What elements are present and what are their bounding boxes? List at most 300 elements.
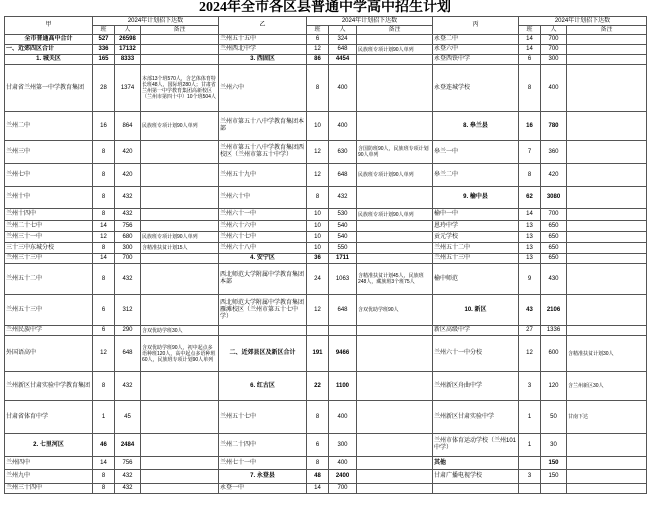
note-cell <box>141 484 219 494</box>
school-name-cell: 兰州七中 <box>5 164 93 187</box>
table-row <box>5 164 647 187</box>
table-row <box>5 55 647 65</box>
school-name-cell: 榆中师范 <box>433 264 519 295</box>
table-row <box>5 457 647 470</box>
school-name-cell: 兰州五十二中 <box>433 243 519 254</box>
student-count-cell: 700 <box>115 254 141 264</box>
school-name-cell <box>433 484 519 494</box>
student-count-cell: 4454 <box>329 55 357 65</box>
note-cell: 本部13个班570人，含艺体体育特长班48人，国际班280人；甘肃省兰州第一中学教育集团高新校区（兰州市第四十中）10个班504人 <box>141 65 219 112</box>
student-count-cell: 650 <box>541 232 567 243</box>
note-cell <box>141 457 219 470</box>
student-count-cell: 432 <box>115 264 141 295</box>
student-count-cell: 648 <box>329 164 357 187</box>
student-count-cell: 9466 <box>329 336 357 372</box>
note-cell <box>141 141 219 164</box>
class-count-cell: 8 <box>307 65 329 112</box>
plan-header-a: 2024年计划招下达数 <box>93 17 219 26</box>
class-count-cell <box>519 457 541 470</box>
student-count-cell: 756 <box>115 457 141 470</box>
student-count-cell: 432 <box>115 484 141 494</box>
note-cell <box>567 164 647 187</box>
student-count-cell: 756 <box>115 221 141 232</box>
class-count-cell: 62 <box>519 187 541 209</box>
school-name-cell: 兰州五十三中 <box>5 295 93 326</box>
student-count-cell: 648 <box>115 336 141 372</box>
school-name-cell: 8. 皋兰县 <box>433 112 519 141</box>
class-count-cell: 13 <box>519 221 541 232</box>
school-name-cell: 兰州六十七中 <box>219 232 307 243</box>
school-name-cell: 兰州二十四中 <box>219 434 307 457</box>
table-row <box>5 434 647 457</box>
note-cell <box>567 457 647 470</box>
school-name-cell: 兰州十中 <box>5 187 93 209</box>
note-cell <box>567 470 647 484</box>
table-row <box>5 326 647 336</box>
note-cell <box>567 264 647 295</box>
class-count-cell: 6 <box>307 35 329 45</box>
table-row <box>5 295 647 326</box>
class-count-cell: 1 <box>93 401 115 434</box>
col-people-a: 人 <box>115 26 141 35</box>
col-class-b: 班 <box>307 26 329 35</box>
school-name-cell: 外国语高中 <box>5 336 93 372</box>
student-count-cell: 700 <box>541 209 567 221</box>
school-name-cell: 一、近郊四区合计 <box>5 45 93 55</box>
school-name-cell <box>219 326 307 336</box>
student-count-cell: 360 <box>541 141 567 164</box>
school-name-cell: 兰州三中 <box>5 141 93 164</box>
school-name-cell: 兰州五十七中 <box>219 401 307 434</box>
student-count-cell: 26598 <box>115 35 141 45</box>
class-count-cell: 6 <box>93 295 115 326</box>
note-cell <box>357 243 433 254</box>
student-count-cell: 312 <box>115 295 141 326</box>
student-count-cell: 680 <box>115 232 141 243</box>
school-name-cell: 兰州六十一中分校 <box>433 336 519 372</box>
table-row <box>5 65 647 112</box>
student-count-cell: 650 <box>541 221 567 232</box>
class-count-cell: 8 <box>307 457 329 470</box>
school-name-cell: 二、近郊县区及新区合计 <box>219 336 307 372</box>
note-cell <box>357 336 433 372</box>
class-count-cell: 10 <box>307 112 329 141</box>
note-cell: 含国防班90人，民族班专项计划90人单列 <box>357 141 433 164</box>
note-cell <box>357 187 433 209</box>
class-count-cell: 14 <box>93 254 115 264</box>
student-count-cell <box>329 326 357 336</box>
class-count-cell: 16 <box>93 112 115 141</box>
note-cell <box>567 254 647 264</box>
note-cell <box>567 35 647 45</box>
student-count-cell: 1063 <box>329 264 357 295</box>
class-count-cell: 8 <box>307 187 329 209</box>
note-cell <box>141 209 219 221</box>
school-name-cell: 兰州二中 <box>5 112 93 141</box>
class-count-cell: 8 <box>519 65 541 112</box>
note-cell <box>567 141 647 164</box>
note-cell <box>567 295 647 326</box>
student-count-cell: 430 <box>541 264 567 295</box>
note-cell <box>141 401 219 434</box>
class-count-cell: 9 <box>519 264 541 295</box>
table-row <box>5 112 647 141</box>
class-count-cell: 3 <box>519 372 541 401</box>
class-count-cell: 14 <box>307 484 329 494</box>
student-count-cell: 650 <box>541 254 567 264</box>
student-count-cell: 1711 <box>329 254 357 264</box>
school-name-cell: 兰州新区甘肃实验中学 <box>433 401 519 434</box>
table-body <box>5 35 647 494</box>
student-count-cell: 432 <box>115 187 141 209</box>
group-a-header: 甲 <box>5 17 93 35</box>
table-row <box>5 336 647 372</box>
note-cell <box>567 65 647 112</box>
table-row <box>5 484 647 494</box>
class-count-cell: 14 <box>93 221 115 232</box>
school-name-cell: 兰州三十四中 <box>5 484 93 494</box>
student-count-cell: 432 <box>329 187 357 209</box>
school-name-cell: 新区高级中学 <box>433 326 519 336</box>
student-count-cell: 8333 <box>115 55 141 65</box>
class-count-cell: 8 <box>93 372 115 401</box>
school-name-cell: 7. 永登县 <box>219 470 307 484</box>
note-cell <box>141 164 219 187</box>
col-note-b: 备注 <box>357 26 433 35</box>
note-cell <box>357 55 433 65</box>
class-count-cell: 1 <box>519 434 541 457</box>
school-name-cell: 兰州市第五十八中学教育集团本部 <box>219 112 307 141</box>
class-count-cell: 36 <box>307 254 329 264</box>
note-cell: 含精准扶贫计划45人，民族班248人，藏族班3个班75人 <box>357 264 433 295</box>
school-name-cell: 永登二中 <box>433 35 519 45</box>
school-name-cell: 兰州市第五十八中学教育集团西校区（兰州市第五十中学） <box>219 141 307 164</box>
note-cell <box>141 254 219 264</box>
school-name-cell: 兰州四中 <box>5 457 93 470</box>
class-count-cell: 7 <box>519 141 541 164</box>
note-cell <box>357 484 433 494</box>
note-cell: 民族班专项计划90人单列 <box>357 164 433 187</box>
table-row <box>5 401 647 434</box>
school-name-cell: 贡元学校 <box>433 232 519 243</box>
class-count-cell: 12 <box>307 141 329 164</box>
school-name-cell: 西北师范大学附属中学教育集团本部 <box>219 264 307 295</box>
student-count-cell: 150 <box>541 470 567 484</box>
school-name-cell: 兰州新区舟曲中学 <box>433 372 519 401</box>
class-count-cell: 6 <box>93 326 115 336</box>
student-count-cell: 648 <box>329 295 357 326</box>
class-count-cell: 10 <box>307 221 329 232</box>
school-name-cell: 皋兰二中 <box>433 164 519 187</box>
student-count-cell: 1336 <box>541 326 567 336</box>
table-row <box>5 187 647 209</box>
note-cell <box>141 470 219 484</box>
student-count-cell: 300 <box>541 55 567 65</box>
class-count-cell: 8 <box>93 164 115 187</box>
class-count-cell: 8 <box>93 484 115 494</box>
school-name-cell: 兰州新区甘肃实验中学教育集团 <box>5 372 93 401</box>
table-row <box>5 264 647 295</box>
note-cell <box>357 434 433 457</box>
note-cell <box>357 457 433 470</box>
note-cell <box>567 326 647 336</box>
student-count-cell: 648 <box>329 45 357 55</box>
school-name-cell: 1. 城关区 <box>5 55 93 65</box>
school-name-cell: 兰州西北中学 <box>219 45 307 55</box>
note-cell <box>567 221 647 232</box>
school-name-cell: 永登西铁中学 <box>433 55 519 65</box>
class-count-cell: 8 <box>93 243 115 254</box>
class-count-cell: 191 <box>307 336 329 372</box>
note-cell: 民族班专项计划90人单列 <box>141 232 219 243</box>
school-name-cell: 兰州二十七中 <box>5 221 93 232</box>
class-count-cell: 8 <box>519 164 541 187</box>
note-cell: 民族班专项计划90人单列 <box>357 209 433 221</box>
school-name-cell: 榆中一中 <box>433 209 519 221</box>
school-name-cell: 10. 新区 <box>433 295 519 326</box>
note-cell <box>567 209 647 221</box>
table-row <box>5 372 647 401</box>
student-count-cell: 2400 <box>329 470 357 484</box>
col-people-b: 人 <box>329 26 357 35</box>
student-count-cell: 400 <box>329 65 357 112</box>
note-cell: 含双优助学班90人，初中起点多语种班120人，高中起点多语种班60人，民族班专项计划90人单列 <box>141 336 219 372</box>
student-count-cell: 540 <box>329 232 357 243</box>
school-name-cell: 永登连城学校 <box>433 65 519 112</box>
school-name-cell: 永登一中 <box>219 484 307 494</box>
note-cell <box>141 372 219 401</box>
col-class-a: 班 <box>93 26 115 35</box>
group-c-header: 丙 <box>433 17 519 35</box>
student-count-cell: 780 <box>541 112 567 141</box>
note-cell <box>357 35 433 45</box>
note-cell <box>567 232 647 243</box>
table-row <box>5 254 647 264</box>
school-name-cell: 兰州五十二中 <box>5 264 93 295</box>
school-name-cell: 兰州六十中 <box>219 187 307 209</box>
note-cell <box>141 221 219 232</box>
student-count-cell: 650 <box>541 243 567 254</box>
note-cell <box>567 112 647 141</box>
note-cell <box>567 434 647 457</box>
student-count-cell: 700 <box>329 484 357 494</box>
school-name-cell: 兰州三十一中 <box>5 232 93 243</box>
class-count-cell: 12 <box>93 336 115 372</box>
school-name-cell: 甘肃省体育中学 <box>5 401 93 434</box>
class-count-cell: 14 <box>93 457 115 470</box>
school-name-cell: 皋兰一中 <box>433 141 519 164</box>
note-cell <box>357 221 433 232</box>
page-title: 2024年全市各区县普通中学高中招生计划 <box>199 0 451 15</box>
class-count-cell: 13 <box>519 243 541 254</box>
class-count-cell: 14 <box>519 45 541 55</box>
student-count-cell: 324 <box>329 35 357 45</box>
note-cell <box>567 45 647 55</box>
note-cell <box>141 264 219 295</box>
class-count-cell: 43 <box>519 295 541 326</box>
school-name-cell: 兰州民族中学 <box>5 326 93 336</box>
note-cell <box>141 45 219 55</box>
class-count-cell: 6 <box>519 55 541 65</box>
class-count-cell: 8 <box>93 470 115 484</box>
note-cell <box>141 35 219 45</box>
class-count-cell: 8 <box>93 209 115 221</box>
student-count-cell: 1100 <box>329 372 357 401</box>
student-count-cell: 30 <box>541 434 567 457</box>
student-count-cell: 864 <box>115 112 141 141</box>
table-row <box>5 470 647 484</box>
note-cell <box>357 232 433 243</box>
note-cell: 含双优助学班90人 <box>357 295 433 326</box>
school-name-cell: 兰州五十三中 <box>433 254 519 264</box>
school-name-cell: 2. 七里河区 <box>5 434 93 457</box>
note-cell <box>567 187 647 209</box>
class-count-cell: 46 <box>93 434 115 457</box>
student-count-cell: 400 <box>541 65 567 112</box>
school-name-cell: 甘肃广播电视学校 <box>433 470 519 484</box>
note-cell <box>357 372 433 401</box>
note-cell <box>141 434 219 457</box>
student-count-cell: 700 <box>541 45 567 55</box>
note-cell: 含精准扶贫计划15人 <box>141 243 219 254</box>
class-count-cell: 28 <box>93 65 115 112</box>
student-count-cell: 290 <box>115 326 141 336</box>
class-count-cell: 16 <box>519 112 541 141</box>
class-count-cell: 14 <box>519 35 541 45</box>
table-row <box>5 141 647 164</box>
note-cell <box>357 401 433 434</box>
table-row <box>5 35 647 45</box>
class-count-cell: 6 <box>307 434 329 457</box>
table-row <box>5 221 647 232</box>
student-count-cell: 432 <box>115 209 141 221</box>
student-count-cell: 17132 <box>115 45 141 55</box>
note-cell: 甘南下达 <box>567 401 647 434</box>
class-count-cell: 3 <box>519 470 541 484</box>
note-cell <box>567 484 647 494</box>
student-count-cell: 540 <box>329 221 357 232</box>
note-cell <box>357 326 433 336</box>
class-count-cell: 527 <box>93 35 115 45</box>
class-count-cell: 48 <box>307 470 329 484</box>
class-count-cell: 336 <box>93 45 115 55</box>
class-count-cell: 86 <box>307 55 329 65</box>
school-name-cell: 6. 红古区 <box>219 372 307 401</box>
student-count-cell: 120 <box>541 372 567 401</box>
student-count-cell: 432 <box>115 372 141 401</box>
school-name-cell: 兰州七十一中 <box>219 457 307 470</box>
school-name-cell: 兰州六十一中 <box>219 209 307 221</box>
note-cell <box>357 65 433 112</box>
class-count-cell: 24 <box>307 264 329 295</box>
note-cell <box>141 55 219 65</box>
class-count-cell: 12 <box>307 295 329 326</box>
col-note-a: 备注 <box>141 26 219 35</box>
student-count-cell: 432 <box>115 470 141 484</box>
student-count-cell: 45 <box>115 401 141 434</box>
class-count-cell: 8 <box>93 187 115 209</box>
col-note-c: 备注 <box>567 26 647 35</box>
class-count-cell: 22 <box>307 372 329 401</box>
school-name-cell: 三十三中东城分校 <box>5 243 93 254</box>
plan-header-c: 2024年计划招下达数 <box>519 17 647 26</box>
note-cell <box>357 254 433 264</box>
class-count-cell: 13 <box>519 232 541 243</box>
class-count-cell: 12 <box>307 164 329 187</box>
student-count-cell: 420 <box>115 164 141 187</box>
class-count-cell: 10 <box>307 243 329 254</box>
table-row <box>5 209 647 221</box>
school-name-cell: 9. 榆中县 <box>433 187 519 209</box>
class-count-cell: 14 <box>519 209 541 221</box>
student-count-cell: 630 <box>329 141 357 164</box>
note-cell <box>357 112 433 141</box>
class-count-cell: 8 <box>93 264 115 295</box>
class-count-cell: 8 <box>93 141 115 164</box>
note-cell: 民族班专项计划90人单列 <box>141 112 219 141</box>
student-count-cell: 3080 <box>541 187 567 209</box>
school-name-cell: 兰州五十九中 <box>219 164 307 187</box>
student-count-cell: 530 <box>329 209 357 221</box>
student-count-cell: 150 <box>541 457 567 470</box>
class-count-cell: 13 <box>519 254 541 264</box>
enrollment-plan-table <box>4 16 647 494</box>
student-count-cell: 400 <box>329 112 357 141</box>
note-cell <box>567 243 647 254</box>
school-name-cell: 3. 西固区 <box>219 55 307 65</box>
school-name-cell: 全市普通高中合计 <box>5 35 93 45</box>
school-name-cell: 兰州六十六中 <box>219 221 307 232</box>
student-count-cell: 420 <box>541 164 567 187</box>
class-count-cell: 10 <box>307 209 329 221</box>
class-count-cell: 1 <box>519 401 541 434</box>
note-cell: 含兰州新区30人 <box>567 372 647 401</box>
class-count-cell: 10 <box>307 232 329 243</box>
note-cell <box>567 55 647 65</box>
class-count-cell: 165 <box>93 55 115 65</box>
note-cell <box>141 187 219 209</box>
school-name-cell: 恩玲中学 <box>433 221 519 232</box>
student-count-cell: 600 <box>541 336 567 372</box>
school-name-cell: 4. 安宁区 <box>219 254 307 264</box>
school-name-cell: 永登六中 <box>433 45 519 55</box>
school-name-cell: 兰州六十八中 <box>219 243 307 254</box>
class-count-cell <box>519 484 541 494</box>
plan-header-b: 2024年计划招下达数 <box>307 17 433 26</box>
student-count-cell: 2106 <box>541 295 567 326</box>
school-name-cell: 甘肃省兰州第一中学教育集团 <box>5 65 93 112</box>
student-count-cell: 50 <box>541 401 567 434</box>
school-name-cell: 兰州十四中 <box>5 209 93 221</box>
student-count-cell: 700 <box>541 35 567 45</box>
student-count-cell: 400 <box>329 401 357 434</box>
student-count-cell: 1374 <box>115 65 141 112</box>
school-name-cell: 其他 <box>433 457 519 470</box>
col-class-c: 班 <box>519 26 541 35</box>
class-count-cell: 27 <box>519 326 541 336</box>
table-row <box>5 45 647 55</box>
class-count-cell: 12 <box>519 336 541 372</box>
col-people-c: 人 <box>541 26 567 35</box>
school-name-cell: 兰州九中 <box>5 470 93 484</box>
student-count-cell: 550 <box>329 243 357 254</box>
student-count-cell: 2484 <box>115 434 141 457</box>
class-count-cell: 8 <box>307 401 329 434</box>
student-count-cell: 400 <box>329 457 357 470</box>
class-count-cell <box>307 326 329 336</box>
school-name-cell: 西北师范大学附属中学教育集团雁滩校区（兰州市第五十七中学） <box>219 295 307 326</box>
note-cell <box>357 470 433 484</box>
